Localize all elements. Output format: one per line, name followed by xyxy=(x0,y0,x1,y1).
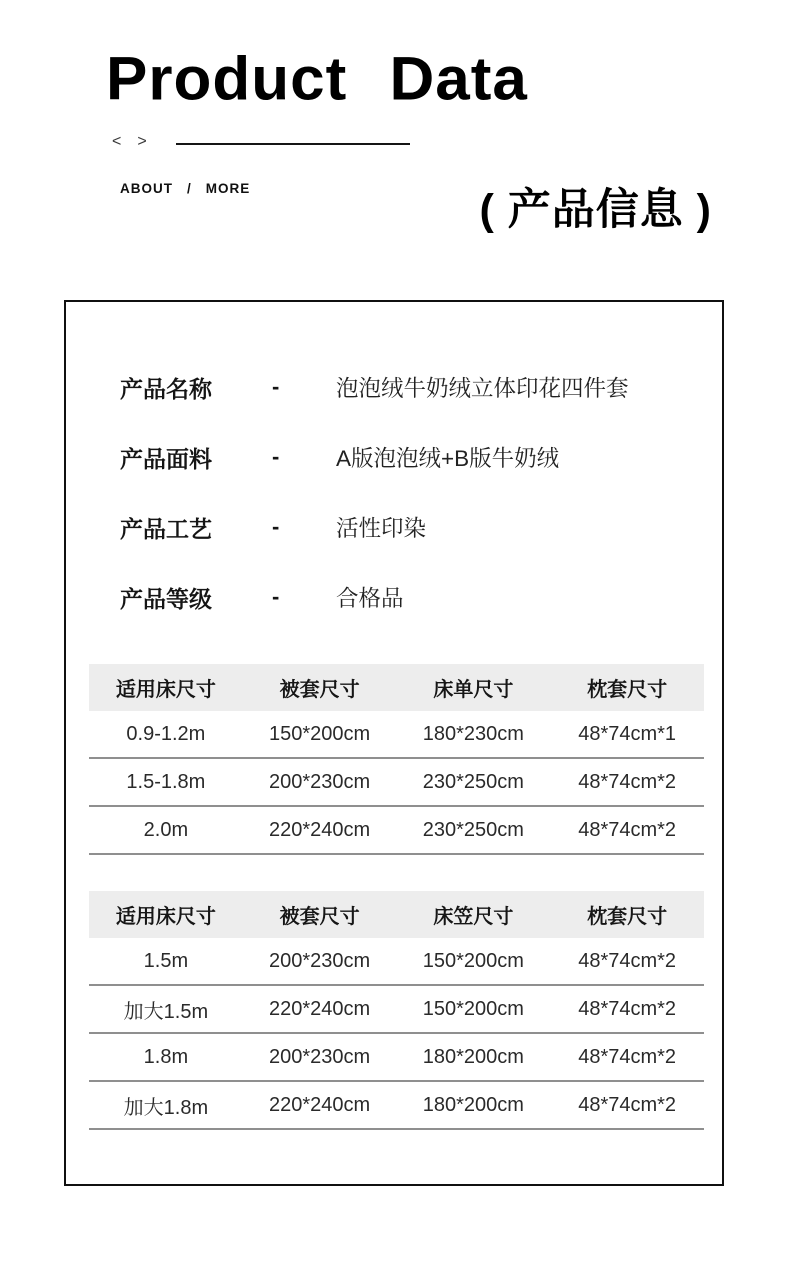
table-cell: 180*230cm xyxy=(422,722,524,745)
table-cell: 150*200cm xyxy=(269,722,371,745)
spec-dash: - xyxy=(272,514,280,539)
about-more-separator: / xyxy=(187,181,192,196)
table-cell: 180*200cm xyxy=(422,1045,524,1068)
table-row xyxy=(89,759,704,807)
spec-dash: - xyxy=(272,584,280,609)
table-cell: 1.8m xyxy=(143,1045,189,1068)
table-header-row xyxy=(89,891,704,938)
table-cell: 220*240cm xyxy=(269,997,371,1020)
table-row xyxy=(89,1034,704,1082)
about-more-row xyxy=(120,181,250,196)
page-title: Product Data xyxy=(106,45,528,114)
table-cell: 48*74cm*2 xyxy=(578,1093,677,1116)
size-table-flat-sheet xyxy=(89,664,704,855)
spec-row-fabric xyxy=(120,422,766,492)
table-cell: 200*230cm xyxy=(269,949,371,972)
table-cell: 48*74cm*2 xyxy=(578,770,677,793)
table-cell: 150*200cm xyxy=(422,949,524,972)
table-header-cell: 枕套尺寸 xyxy=(587,906,668,928)
next-arrow-icon[interactable]: > xyxy=(137,133,147,150)
table-cell: 2.0m xyxy=(143,818,189,841)
spec-row-name xyxy=(120,352,766,422)
spec-label: 产品等级 xyxy=(120,585,212,612)
table-cell: 230*250cm xyxy=(422,818,524,841)
table-header-cell: 床单尺寸 xyxy=(433,679,514,701)
table-cell: 48*74cm*1 xyxy=(578,722,677,745)
spec-value: 活性印染 xyxy=(336,516,427,541)
table-row xyxy=(89,1082,704,1130)
prev-arrow-icon[interactable]: < xyxy=(112,133,122,150)
table-row xyxy=(89,938,704,986)
product-info-panel xyxy=(64,300,724,1186)
spec-value: 合格品 xyxy=(336,586,404,611)
spec-list xyxy=(120,352,766,632)
table-cell: 1.5m xyxy=(143,949,189,972)
table-cell: 48*74cm*2 xyxy=(578,818,677,841)
size-table-fitted-sheet xyxy=(89,891,704,1130)
table-header-row xyxy=(89,664,704,711)
table-header-cell: 床笠尺寸 xyxy=(433,906,514,928)
table-cell: 加大1.8m xyxy=(123,1096,209,1119)
table-cell: 48*74cm*2 xyxy=(578,1045,677,1068)
about-label: ABOUT xyxy=(120,181,173,196)
table-cell: 200*230cm xyxy=(269,770,371,793)
more-label: MORE xyxy=(205,181,251,196)
table-cell: 180*200cm xyxy=(422,1093,524,1116)
table-cell: 48*74cm*2 xyxy=(578,949,677,972)
spec-dash: - xyxy=(272,374,280,399)
carousel-nav xyxy=(112,134,147,150)
spec-label: 产品面料 xyxy=(120,445,212,472)
spec-value: 泡泡绒牛奶绒立体印花四件套 xyxy=(336,376,629,401)
table-cell: 加大1.5m xyxy=(123,1000,209,1023)
table-header-cell: 适用床尺寸 xyxy=(115,679,216,701)
table-cell: 230*250cm xyxy=(422,770,524,793)
table-header-cell: 被套尺寸 xyxy=(279,906,360,928)
table-header-cell: 被套尺寸 xyxy=(279,679,360,701)
spec-row-grade xyxy=(120,562,766,632)
table-row xyxy=(89,711,704,759)
spec-row-craft xyxy=(120,492,766,562)
table-cell: 1.5-1.8m xyxy=(126,770,206,793)
spec-value: A版泡泡绒+B版牛奶绒 xyxy=(336,446,560,471)
table-cell: 48*74cm*2 xyxy=(578,997,677,1020)
spec-label: 产品工艺 xyxy=(120,515,212,542)
table-cell: 0.9-1.2m xyxy=(126,722,206,745)
table-cell: 220*240cm xyxy=(269,818,371,841)
title-divider-line xyxy=(176,143,410,145)
table-cell: 200*230cm xyxy=(269,1045,371,1068)
spec-label: 产品名称 xyxy=(120,375,212,402)
spec-dash: - xyxy=(272,444,280,469)
product-info-cn-title: ( 产品信息 ) xyxy=(479,186,712,234)
table-header-cell: 枕套尺寸 xyxy=(587,679,668,701)
table-row xyxy=(89,807,704,855)
table-header-cell: 适用床尺寸 xyxy=(115,906,216,928)
table-row xyxy=(89,986,704,1034)
table-cell: 150*200cm xyxy=(422,997,524,1020)
table-cell: 220*240cm xyxy=(269,1093,371,1116)
